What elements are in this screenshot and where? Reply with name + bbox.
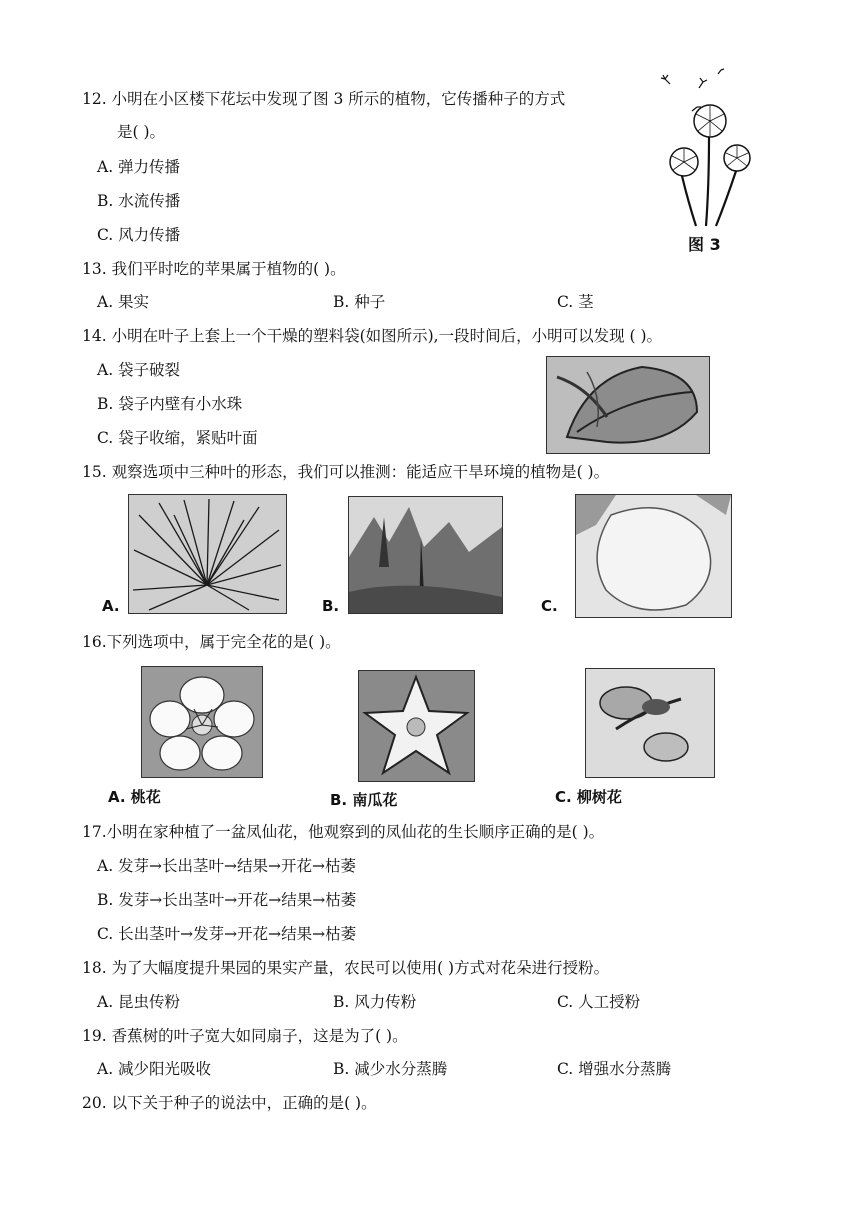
q19-option-c: C. 增强水分蒸腾: [557, 1060, 672, 1078]
q18-option-a: A. 昆虫传粉: [97, 993, 181, 1011]
q19-option-b: B. 减少水分蒸腾: [333, 1060, 448, 1078]
q15-image-c-round-leaf: [575, 494, 732, 618]
q18-option-c: C. 人工授粉: [557, 993, 641, 1011]
q15-stem: 15. 观察选项中三种叶的形态，我们可以推测：能适应干旱环境的植物是( )。: [82, 463, 610, 481]
q13-stem: 13. 我们平时吃的苹果属于植物的( )。: [82, 260, 346, 278]
q14-option-c: C. 袋子收缩，紧贴叶面: [97, 429, 258, 447]
q14-option-a: A. 袋子破裂: [97, 361, 181, 379]
q15-image-a-spiky-leaves: [128, 494, 287, 614]
q12-stem-line2: 是( )。: [117, 123, 166, 141]
q17-option-a: A. 发芽→长出茎叶→结果→开花→枯萎: [97, 857, 356, 875]
q16-stem: 16.下列选项中，属于完全花的是( )。: [82, 633, 341, 651]
q13-option-b: B. 种子: [333, 293, 386, 311]
q12-option-b: B. 水流传播: [97, 192, 181, 210]
q16-image-c-willow-flower: [585, 668, 715, 778]
bagged-leaf-image: [546, 356, 710, 454]
q15-label-a: A.: [102, 597, 120, 615]
q15-label-b: B.: [322, 597, 340, 615]
q14-stem: 14. 小明在叶子上套上一个干燥的塑料袋(如图所示),一段时间后，小明可以发现 ( )。: [82, 327, 663, 345]
q16-label-c: C. 柳树花: [555, 788, 622, 806]
q16-image-b-pumpkin-flower: [358, 670, 475, 782]
figure-caption: 图 3: [688, 235, 721, 254]
q18-stem: 18. 为了大幅度提升果园的果实产量，农民可以使用( )方式对花朵进行授粉。: [82, 959, 610, 977]
q16-label-a: A. 桃花: [108, 788, 161, 806]
q16-label-b: B. 南瓜花: [330, 791, 398, 809]
q19-stem: 19. 香蕉树的叶子宽大如同扇子，这是为了( )。: [82, 1027, 408, 1045]
q12-stem-line1: 12. 小明在小区楼下花坛中发现了图 3 所示的植物，它传播种子的方式: [82, 90, 566, 108]
q17-option-b: B. 发芽→长出茎叶→开花→结果→枯萎: [97, 891, 357, 909]
q12-option-c: C. 风力传播: [97, 226, 181, 244]
q17-stem: 17.小明在家种植了一盆凤仙花，他观察到的凤仙花的生长顺序正确的是( )。: [82, 823, 605, 841]
q14-option-b: B. 袋子内壁有小水珠: [97, 395, 243, 413]
q15-image-b-trees: [348, 496, 503, 614]
q12-option-a: A. 弹力传播: [97, 158, 181, 176]
q13-option-a: A. 果实: [97, 293, 150, 311]
q15-label-c: C.: [541, 597, 558, 615]
q19-option-a: A. 减少阳光吸收: [97, 1060, 212, 1078]
q20-stem: 20. 以下关于种子的说法中，正确的是( )。: [82, 1094, 377, 1112]
q16-image-a-peach-blossom: [141, 666, 263, 778]
q17-option-c: C. 长出茎叶→发芽→开花→结果→枯萎: [97, 925, 357, 943]
dandelion-figure: [652, 66, 762, 256]
dandelion-illustration: [652, 66, 762, 256]
q13-option-c: C. 茎: [557, 293, 594, 311]
q18-option-b: B. 风力传粉: [333, 993, 417, 1011]
